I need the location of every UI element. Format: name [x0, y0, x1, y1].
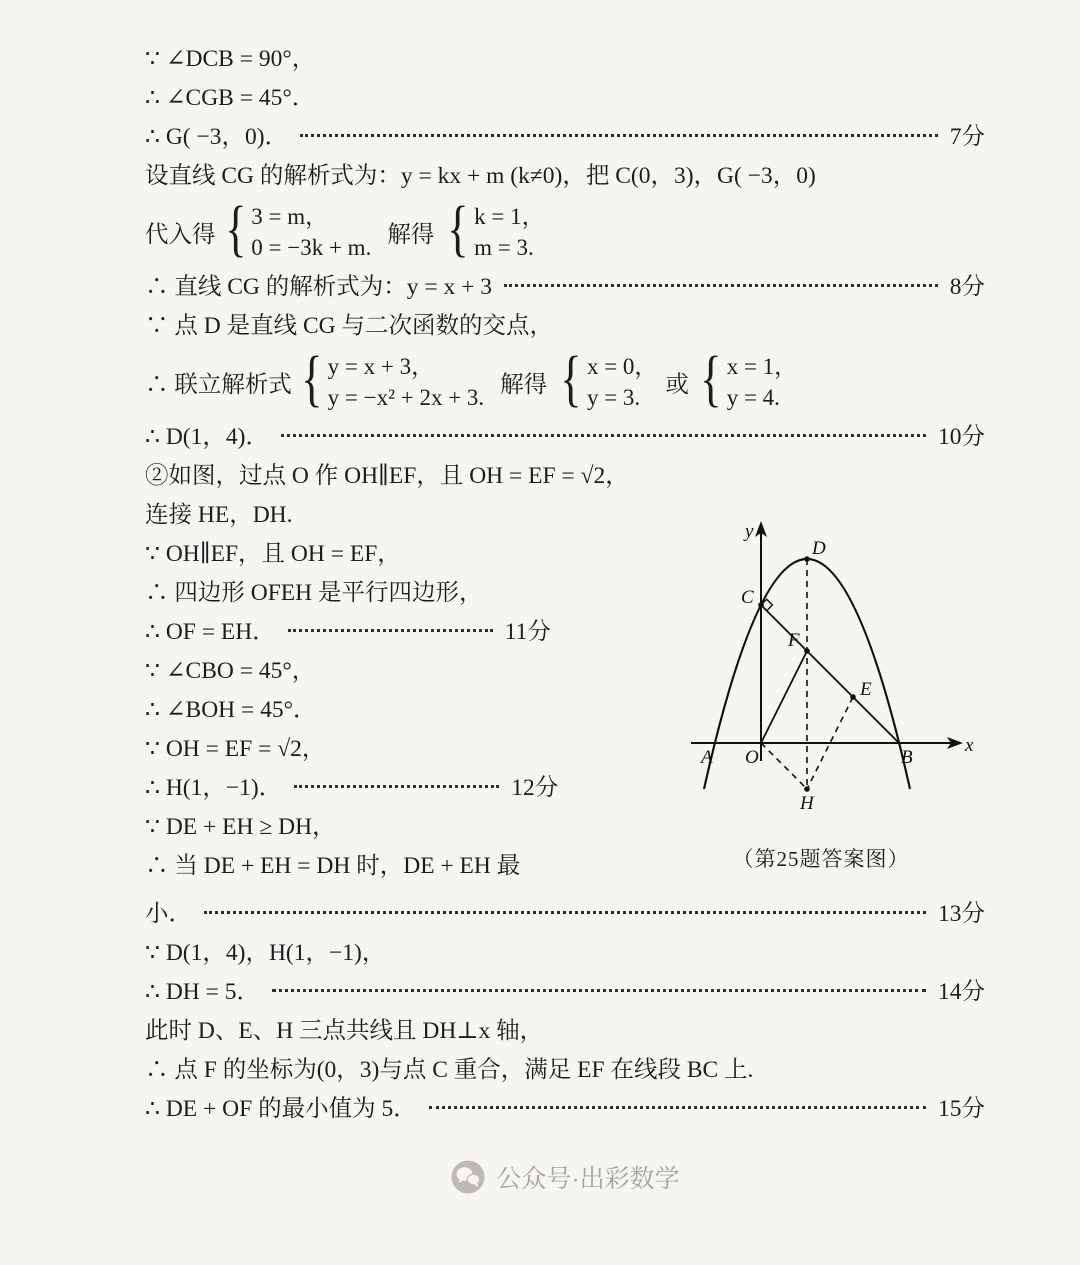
chat-bubble-small [468, 1174, 480, 1185]
figure-caption: （第25题答案图） [732, 847, 910, 872]
equation-row: 3 = m， [251, 204, 329, 229]
point-d-dot [804, 556, 810, 562]
solution-line-7 [145, 307, 985, 346]
line-text: ∴ H(1，−1)． [145, 775, 283, 802]
solution-line-25 [145, 1051, 985, 1090]
brace-symbol: { [224, 195, 247, 264]
line-text: ∵ OH = EF = √2， [145, 736, 326, 763]
system-prefix: 代入得 [145, 222, 216, 249]
solution-line-2 [145, 79, 985, 118]
label-point-o: O [745, 747, 759, 769]
equation-row: x = 1， [726, 354, 798, 380]
label-point-h: H [800, 793, 814, 815]
solution-line-11 [145, 496, 650, 535]
line-text: ∴ ∠CGB = 45°． [145, 85, 316, 111]
label-point-b: B [901, 747, 913, 769]
line-text: 连接 HE，DH. [145, 502, 293, 529]
score-mark: 13分 [938, 901, 985, 928]
line-text: 设直线 CG 的解析式为：y = kx + m (k≠0)，把 C(0，3)，G( −3，0) [145, 163, 816, 189]
line-text: ∵ D(1，4)，H(1，−1)， [145, 940, 386, 967]
dotted-leader [288, 629, 493, 632]
system-or-label: 或 [665, 372, 689, 399]
dotted-leader [204, 911, 926, 914]
line-text: ∴ G( −3，0)． [145, 124, 289, 150]
line-text: 小． [145, 901, 192, 928]
solution-line-18 [145, 769, 650, 808]
point-h-dot [804, 786, 810, 792]
solution-line-10 [145, 457, 650, 496]
solution-line-6 [145, 268, 985, 307]
line-text: ∴ DE + OF 的最小值为 5． [145, 1096, 417, 1123]
dotted-leader [429, 1106, 926, 1109]
label-x-axis: x [965, 735, 974, 757]
label-y-axis: y [745, 521, 754, 543]
solution-line-12 [145, 535, 650, 574]
equation-row: y = x + 3， [327, 354, 435, 380]
line-text: ∴ 当 DE + EH = DH 时，DE + EH 最 [145, 853, 521, 880]
dotted-leader [294, 785, 499, 788]
line-text: ∵ DE + EH ≥ DH， [145, 814, 336, 841]
system-solve-label: 解得 [500, 372, 548, 399]
score-mark: 14分 [938, 979, 985, 1006]
segment-cb [761, 605, 899, 743]
line-text: ∴ DH = 5． [145, 979, 261, 1006]
watermark-text: 公众号·出彩数学 [496, 1165, 680, 1194]
label-point-f: F [788, 630, 800, 652]
solution-line-22 [145, 934, 985, 973]
point-f-dot [804, 648, 810, 654]
solution-line-24 [145, 1012, 985, 1051]
solution-line-19 [145, 808, 650, 847]
line-text: ∵ ∠CBO = 45°， [145, 658, 316, 685]
equation-row: y = 4. [726, 385, 780, 411]
watermark-footer [145, 1159, 985, 1195]
equation-row: y = −x² + 2x + 3. [327, 385, 485, 411]
equation-row: y = 3. [586, 385, 641, 411]
wechat-icon [450, 1159, 486, 1195]
system-solve-label: 解得 [387, 222, 435, 249]
label-point-a: A [701, 747, 713, 769]
solution-line-1 [145, 40, 985, 79]
segment-of [761, 651, 807, 743]
dotted-leader [272, 989, 926, 992]
equation-stack [474, 201, 544, 263]
segment-oh-dashed [761, 743, 807, 789]
solution-line-15 [145, 652, 650, 691]
equation-row: k = 1， [474, 204, 545, 229]
solution-line-17 [145, 730, 650, 769]
score-mark: 8分 [949, 274, 985, 301]
line-text: ∵ OH∥EF，且 OH = EF， [145, 541, 401, 568]
solution-line-14 [145, 613, 650, 652]
label-point-c: C [741, 587, 754, 609]
score-mark: 10分 [938, 424, 985, 451]
solution-line-20 [145, 847, 650, 886]
solution-line-4 [145, 157, 985, 196]
score-mark: 15分 [938, 1096, 985, 1123]
solution-line-13 [145, 574, 650, 613]
score-mark: 11分 [504, 619, 551, 646]
equation-system-1 [145, 195, 985, 264]
equation-stack [587, 351, 657, 413]
equation-stack [727, 351, 797, 413]
line-text: ∴ OF = EH． [145, 619, 276, 646]
brace-symbol: { [447, 195, 469, 264]
line-text: ∵ 点 D 是直线 CG 与二次函数的交点， [145, 313, 553, 340]
system-prefix: ∴ 联立解析式 [145, 372, 292, 399]
point-e-dot [850, 694, 856, 700]
solution-line-23 [145, 973, 985, 1012]
line-text: ∴ 点 F 的坐标为(0，3)与点 C 重合，满足 EF 在线段 BC 上. [145, 1057, 754, 1084]
equation-row: x = 0， [586, 354, 658, 380]
solution-line-9 [145, 418, 985, 457]
part2-text-column [145, 457, 650, 886]
line-text: ∴ 四边形 OFEH 是平行四边形， [145, 580, 483, 607]
solution-line-26 [145, 1090, 985, 1129]
solution-line-16 [145, 691, 650, 730]
equation-row: 0 = −3k + m. [251, 235, 372, 261]
brace-symbol: { [560, 345, 582, 414]
score-mark: 7分 [949, 124, 985, 150]
line-text: ∵ ∠DCB = 90°， [145, 46, 316, 72]
line-text: ∴ D(1，4)． [145, 424, 269, 451]
solution-line-21 [145, 895, 985, 934]
point-c-dot [758, 602, 764, 608]
equation-stack [328, 351, 485, 413]
equation-stack [251, 201, 371, 263]
label-point-e: E [860, 679, 872, 701]
solution-line-3 [145, 118, 985, 157]
equation-system-2 [145, 345, 985, 414]
label-point-d: D [812, 538, 826, 560]
line-text: 此时 D、E、H 三点共线且 DH⊥x 轴， [145, 1018, 544, 1045]
dotted-leader [300, 134, 938, 137]
answer-figure [651, 481, 991, 873]
equation-row: m = 3. [474, 235, 534, 261]
brace-symbol: { [301, 345, 323, 414]
dotted-leader [504, 284, 938, 287]
score-mark: 12分 [511, 775, 559, 802]
parabola-graph [651, 481, 991, 841]
line-text: ②如图，过点 O 作 OH∥EF，且 OH = EF = √2， [145, 463, 629, 490]
line-text: ∴ ∠BOH = 45°． [145, 697, 317, 724]
part2-section [145, 457, 985, 895]
line-text: ∴ 直线 CG 的解析式为：y = x + 3 [145, 274, 493, 301]
brace-symbol: { [700, 345, 722, 414]
dotted-leader [281, 434, 926, 437]
